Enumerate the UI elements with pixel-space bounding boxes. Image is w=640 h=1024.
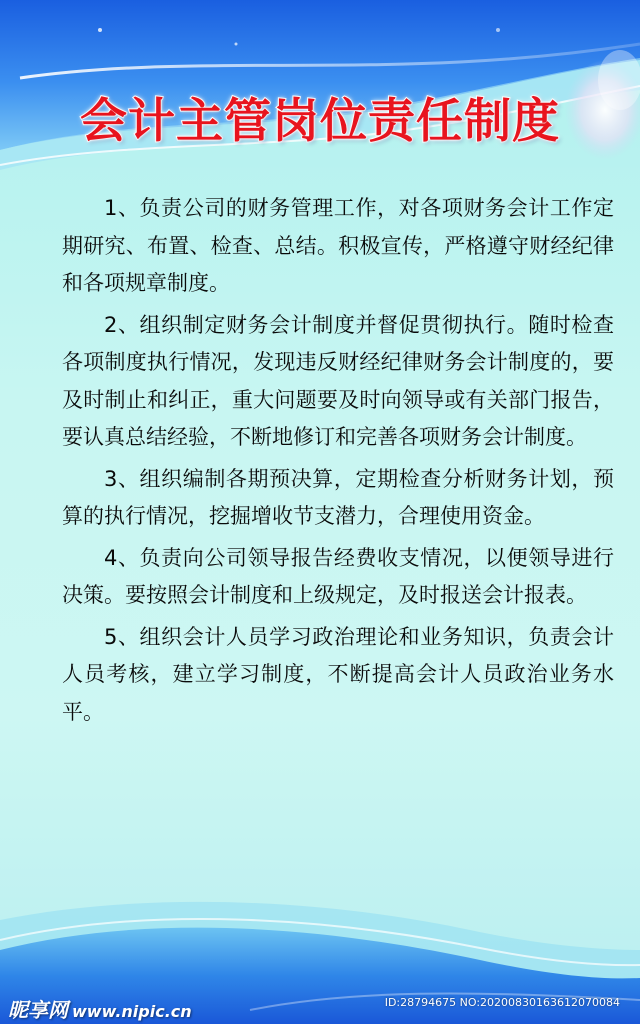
watermark-url: www.nipic.cn bbox=[72, 1002, 192, 1021]
watermark-id: ID:28794675 NO:20200830163612070084 bbox=[384, 996, 620, 1009]
page-title: 会计主管岗位责任制度 bbox=[80, 94, 560, 149]
rule-paragraph-5: 5、组织会计人员学习政治理论和业务知识，负责会计人员考核，建立学习制度，不断提高会计人员政治业务水平。 bbox=[62, 624, 614, 724]
rule-paragraph-2: 2、组织制定财务会计制度并督促贯彻执行。随时检查各项制度执行情况，发现违反财经纪律财务会计制度的，要及时制止和纠正，重大问题要及时向领导或有关部门报告，要认真总结经验，不断地修订和完善各项财务会计制度。 bbox=[62, 312, 614, 449]
rule-paragraph-1: 1、负责公司的财务管理工作，对各项财务会计工作定期研究、布置、检查、总结。积极宣传，严格遵守财经纪律和各项规章制度。 bbox=[62, 196, 614, 295]
watermark-logo bbox=[8, 994, 192, 1023]
rule-paragraph-4: 4、负责向公司领导报告经费收支情况，以便领导进行决策。要按照会计制度和上级规定，及时报送会计报表。 bbox=[62, 545, 614, 607]
watermark-logo-text: 昵享网 bbox=[8, 998, 68, 1022]
rule-paragraph-3: 3、组织编制各期预决算，定期检查分析财务计划，预算的执行情况，挖掘增收节支潜力，合理使用资金。 bbox=[62, 466, 614, 528]
rules-body bbox=[62, 190, 614, 735]
